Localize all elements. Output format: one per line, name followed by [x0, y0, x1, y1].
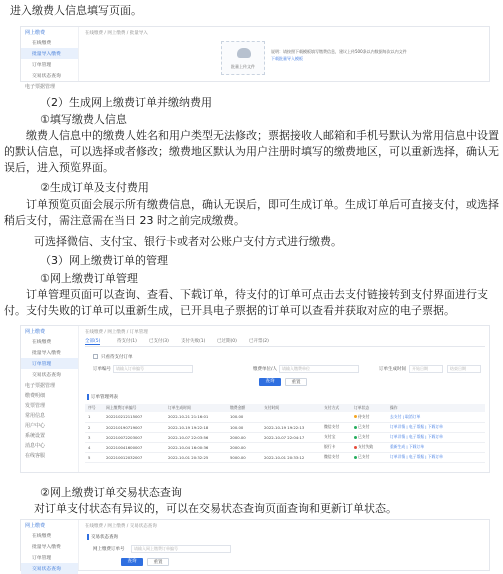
sidebar-group-online-pay[interactable]: 网上缴费 [25, 523, 46, 529]
table-cell: 202210190719007 [103, 422, 165, 432]
tab-invoiced[interactable]: 已开票(2) [249, 339, 269, 344]
table-cell: 2022-10-07 22:04:17 [261, 432, 321, 442]
order-no-input[interactable]: 请输入订单编号 [113, 365, 193, 373]
payer-label: 缴费单位/人 [253, 367, 278, 372]
table-cell: 微信支付 [321, 452, 351, 462]
tab-paid[interactable]: 已支付(3) [149, 339, 169, 344]
status-dot-icon [354, 446, 357, 449]
screenshot-trade-status [20, 519, 490, 571]
tab-pending[interactable]: 待支付(1) [117, 339, 137, 344]
table-row [85, 412, 485, 422]
column-header: 网上缴费订单编号 [103, 404, 165, 412]
status-cell [351, 442, 387, 452]
status-cell [351, 412, 387, 422]
table-cell: 2022-10-19 19:22:18 [165, 422, 227, 432]
table-cell: 3 [85, 432, 103, 442]
table-cell: 支付宝 [321, 432, 351, 442]
reset-button[interactable]: 重置 [147, 558, 169, 566]
tab-bar [85, 338, 485, 347]
status-cell [351, 452, 387, 462]
table-cell: 4 [85, 442, 103, 452]
table-cell: 2022-10-01 20:33:12 [261, 452, 321, 462]
order-no-label: 订单编号 [93, 367, 111, 372]
status-dot-icon [354, 426, 357, 429]
sidebar-item-trade-status[interactable]: 交易状态查询 [32, 74, 61, 79]
sidebar-item-order-manage[interactable]: 订单管理 [32, 556, 52, 561]
heading-order-manage-section: （3）网上缴费订单的管理 [40, 254, 168, 267]
column-header: 支付方式 [321, 404, 351, 412]
sidebar [21, 27, 79, 90]
screenshot-batch-import [20, 26, 490, 90]
date-label: 订单生成时间 [379, 367, 406, 372]
sidebar-item-batch-import[interactable]: 批量导入缴费 [32, 545, 61, 550]
upload-label: 批量上传文件 [231, 64, 255, 69]
sidebar-item-order-manage[interactable]: 订单管理 [32, 63, 52, 68]
heading-order-manage: ①网上缴费订单管理 [40, 272, 138, 285]
order-no-label: 网上缴费订单号 [93, 547, 125, 552]
breadcrumb: 在线缴费 / 网上缴费 / 批量导入 [85, 31, 148, 36]
tab-failed[interactable]: 支付失败(1) [181, 339, 206, 344]
table-cell: 202210072203007 [103, 432, 165, 442]
para-fill-payer: 缴费人信息中的缴费人姓名和用户类型无法修改；票据接收人邮箱和手机号默认为常用信息中设置的默认信息，可以选择或者修改；缴费地区默认为用户注册时填写的缴费地区，可以重新选择，确认无误后，进入预览界面。 [4, 129, 499, 174]
para-order-manage: 订单管理页面可以查询、查看、下载订单，待支付的订单可点击去支付链接转到支付界面进行支付。支付失败的订单可以重新生成，已开具电子票据的订单可以查看并获取对应的电子票据。 [4, 288, 488, 317]
column-header: 缴费金额 [227, 404, 261, 412]
row-action-links[interactable]: 订单详情 | 电子票据 | 下载订单 [390, 434, 443, 439]
table-cell: 2022-10-21 21:16:01 [165, 412, 227, 422]
sidebar-group[interactable]: 消息中心 [25, 443, 46, 449]
sidebar-group[interactable]: 电子票据管理 [25, 383, 56, 389]
column-header: 支付时间 [261, 404, 321, 412]
sidebar-item-online-pay[interactable]: 在线缴费 [32, 41, 52, 46]
status-cell [351, 432, 387, 442]
table-cell [321, 412, 351, 422]
para-generate-pay: 订单预览页面会展示所有缴费信息，确认无误后，即可生成订单。生成订单后可直接支付，或选择稍后支付，需注意需在当日 23 时之前完成缴费。 [4, 198, 499, 227]
status-text: 已支付 [358, 454, 370, 459]
sidebar-group[interactable]: 缴费明细 [25, 393, 46, 399]
sidebar-item-batch-import[interactable]: 批量导入缴费 [21, 48, 78, 59]
sidebar [21, 520, 79, 570]
heading-generate-pay: ②生成订单及支付费用 [40, 181, 149, 194]
status-text: 支付失败 [358, 444, 374, 449]
para-pay-methods: 可选择微信、支付宝、银行卡或者对公账户支付方式进行缴费。 [34, 235, 342, 248]
order-table [85, 404, 485, 463]
table-cell: 2 [85, 422, 103, 432]
actions-cell[interactable] [387, 442, 485, 452]
cloud-upload-icon [237, 48, 251, 58]
table-cell: 银行卡 [321, 442, 351, 452]
tab-expired[interactable]: 已过期(0) [217, 339, 237, 344]
table-cell: 2022-10-19 19:22:13 [261, 422, 321, 432]
breadcrumb: 在线缴费 / 网上缴费 / 交易状态查询 [85, 524, 157, 529]
actions-cell[interactable] [387, 432, 485, 442]
heading-trade-status: ②网上缴费订单交易状态查询 [40, 486, 182, 499]
order-no-input[interactable]: 请输入网上缴费订单编号 [131, 545, 231, 553]
table-cell [261, 412, 321, 422]
table-header-row [85, 404, 485, 412]
query-button[interactable]: 查询 [121, 558, 143, 566]
status-dot-icon [354, 436, 357, 439]
status-text: 已支付 [358, 434, 370, 439]
table-cell: 2000.00 [227, 432, 261, 442]
screenshot-order-manage [20, 325, 490, 473]
table-cell: 5 [85, 452, 103, 462]
section-title: 订单管理列表 [87, 394, 118, 400]
query-button[interactable]: 查询 [259, 378, 281, 386]
sidebar-item-order-manage[interactable]: 订单管理 [21, 358, 78, 369]
table-cell: 100.00 [227, 422, 261, 432]
actions-cell[interactable] [387, 452, 485, 462]
actions-cell[interactable] [387, 422, 485, 432]
sidebar-item-online-pay[interactable]: 在线缴费 [32, 534, 52, 539]
row-action-links[interactable]: 订单详情 | 电子票据 | 下载订单 [390, 424, 443, 429]
table-cell: 2022-10-01 20:32:25 [165, 452, 227, 462]
tab-all[interactable]: 全部(5) [85, 339, 101, 344]
column-header: 操作 [387, 404, 485, 412]
column-header: 序号 [85, 404, 103, 412]
reset-button[interactable]: 重置 [285, 378, 307, 386]
table-cell: 5000.00 [227, 452, 261, 462]
table-cell: 2022-10-04 16:00:36 [165, 442, 227, 452]
sidebar-item-batch-import[interactable]: 批量导入缴费 [32, 351, 61, 356]
sidebar-item-trade-status[interactable]: 交易状态查询 [21, 563, 78, 574]
sidebar [21, 326, 79, 472]
download-template-link[interactable]: 下载批量导入模板 [271, 56, 303, 61]
row-action-links[interactable]: 去支付 | 取消订单 [390, 413, 421, 419]
intro-text: 进入缴费人信息填写页面。 [10, 4, 142, 17]
table-cell: 微信支付 [321, 422, 351, 432]
table-cell [261, 442, 321, 452]
column-header: 订单状态 [351, 404, 387, 412]
pending-only-label: 只看待支付订单 [101, 355, 133, 360]
status-dot-icon [354, 456, 357, 459]
sidebar-group-online-pay[interactable]: 网上缴费 [25, 329, 46, 335]
sidebar-group[interactable]: 发票管理 [25, 403, 46, 409]
column-header: 订单生成时间 [165, 404, 227, 412]
breadcrumb: 在线缴费 / 网上缴费 / 订单管理 [85, 330, 148, 335]
date-start-input[interactable]: 开始日期 [409, 365, 443, 373]
table-row [85, 452, 485, 462]
row-action-links[interactable]: 重新生成 | 下载订单 [390, 444, 425, 449]
heading-fill-payer: ①填写缴费人信息 [40, 113, 127, 126]
sidebar-item-trade-status[interactable]: 交易状态查询 [32, 373, 61, 378]
table-row [85, 422, 485, 432]
table-row [85, 442, 485, 452]
status-text: 待支付 [358, 413, 370, 419]
table-cell: 2000.00 [227, 442, 261, 452]
table-cell: 100.00 [227, 412, 261, 422]
date-end-input[interactable]: 结束日期 [447, 365, 481, 373]
upload-hint: 说明：请按照下载模板填写缴费信息，建议上传500条以内数据每次以内文件 [271, 49, 407, 54]
heading-generate-order: （2）生成网上缴费订单并缴纳费用 [40, 96, 212, 109]
sidebar-group-online-pay[interactable]: 网上缴费 [25, 30, 46, 36]
payer-input[interactable]: 请输入缴费单位 [279, 365, 359, 373]
row-action-links[interactable]: 订单详情 | 电子票据 | 下载订单 [390, 454, 443, 459]
actions-cell[interactable] [387, 412, 485, 422]
status-dot-icon [354, 415, 357, 418]
pending-only-checkbox[interactable] [93, 354, 98, 359]
table-cell: 1 [85, 412, 103, 422]
sidebar-group-ebill[interactable]: 电子票据管理 [25, 84, 56, 90]
sidebar-group[interactable]: 用户中心 [25, 423, 46, 429]
table-cell: 202210041600007 [103, 442, 165, 452]
upload-box[interactable] [221, 41, 265, 75]
status-cell [351, 422, 387, 432]
table-cell: 202210212115007 [103, 412, 165, 422]
sidebar-group[interactable]: 在线客服 [25, 453, 46, 459]
sidebar-item-online-pay[interactable]: 在线缴费 [32, 340, 52, 345]
table-cell: 202210012032007 [103, 452, 165, 462]
section-title: 交易状态查询 [87, 534, 118, 540]
table-cell: 2022-10-07 22:03:56 [165, 432, 227, 442]
sidebar-group[interactable]: 常用信息 [25, 413, 46, 419]
table-row [85, 432, 485, 442]
para-trade-status: 对订单支付状态有异议的，可以在交易状态查询页面查询和更新订单状态。 [34, 502, 397, 515]
sidebar-group[interactable]: 系统设置 [25, 433, 46, 439]
status-text: 已支付 [358, 424, 370, 429]
